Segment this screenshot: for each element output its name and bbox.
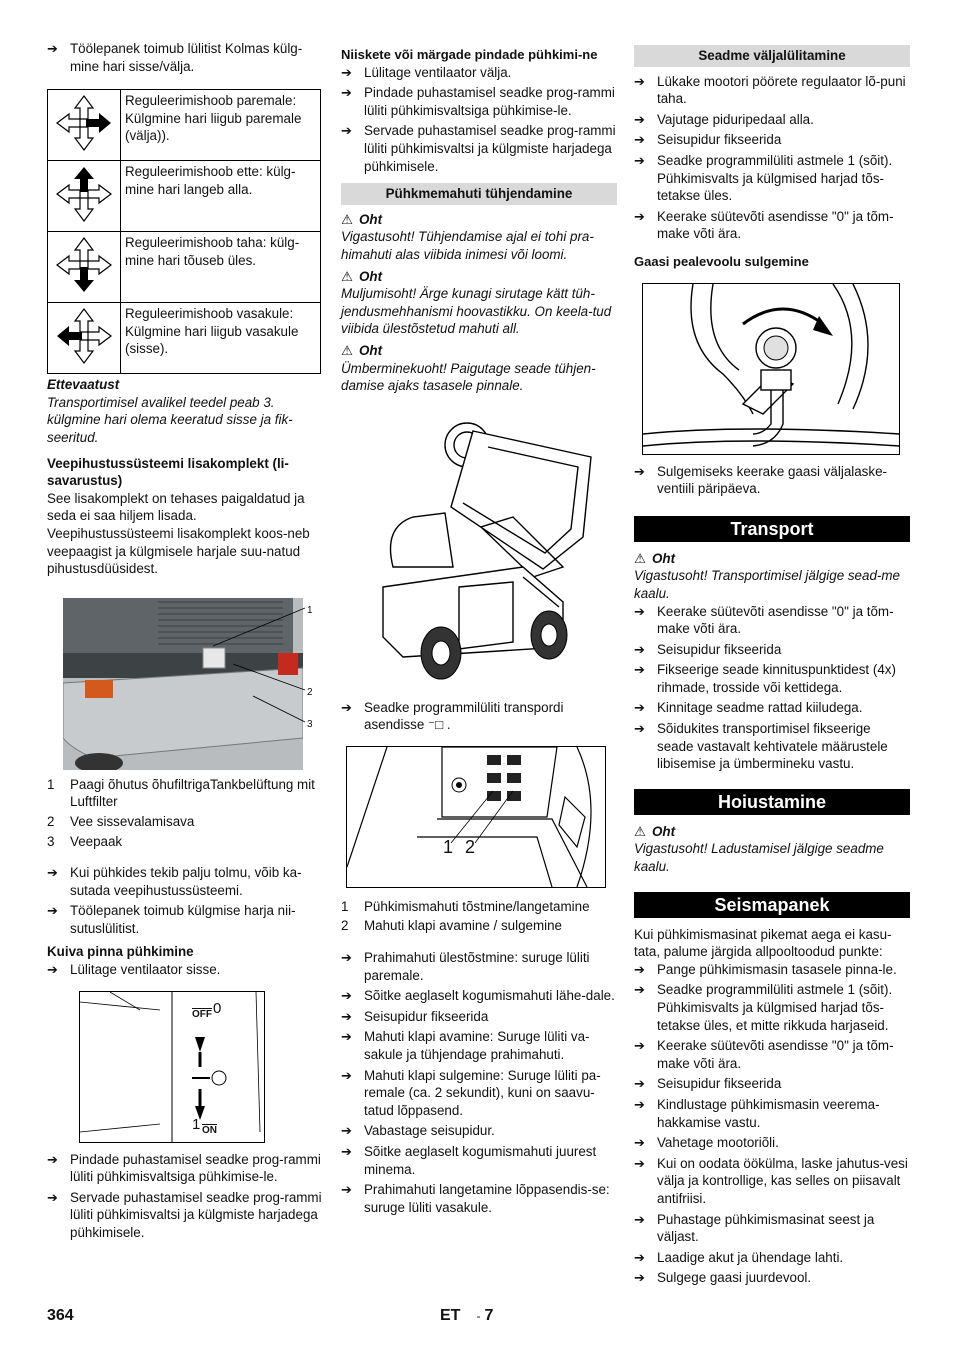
step: ➔ Vabastage seisupidur. (341, 1122, 617, 1140)
section-shutdown: Seismapanek (634, 892, 910, 918)
gas-title: Gaasi pealevoolu sulgemine (634, 253, 809, 269)
gas-valve-image (643, 284, 899, 454)
bullet: ➔ Keerake süütevõti asendisse "0" ja tõm-make võti ära. (634, 603, 910, 638)
bullet: ➔ Seisupidur fikseerida (634, 641, 910, 659)
control-panel-image (347, 747, 605, 887)
section-switch-off: Seadme väljalülitamine (634, 45, 910, 67)
legend-item: 2 Vee sissevalamisava (47, 813, 195, 829)
bullet: ➔ Keerake süütevõti asendisse "0" ja tõm-make võti ära. (634, 208, 910, 243)
warning-title: ⚠ Oht (341, 268, 383, 284)
section-transport: Transport (634, 516, 910, 542)
transport-switch-bullet: ➔ Seadke programmilüliti transpordi asendisse ⁻□ . (341, 699, 617, 734)
bullet: ➔ Lükake mootori pöörete regulaator lõ-puni taha. (634, 73, 910, 108)
bullet: ➔ Vajutage piduripedaal alla. (634, 111, 910, 129)
bullet: ➔ Keerake süütevõti asendisse "0" ja tõm-make võti ära. (634, 1037, 910, 1072)
water-kit-title: Veepihustussüsteemi lisakomplekt (li-savarustus) (47, 455, 289, 489)
warning-icon: ⚠ (634, 823, 647, 839)
shutdown-intro: Kui pühkimismasinat pikemat aega ei kasu-tata, palume järgida allpooltoodud punkte: (634, 926, 892, 960)
bullet: ➔ Laadige akut ja ühendage lahti. (634, 1249, 910, 1267)
gas-valve-figure (642, 283, 900, 455)
legend-item: 3 Veepaak (47, 833, 123, 849)
caution-text: Transportimisel avalikel teedel peab 3. külgmine hari olema keeratud sisse ja fik-seeritud. (47, 394, 293, 445)
lever-table (47, 89, 321, 374)
bullet: ➔ Seadke programmilüliti astmele 1 (sõit). Pühkimisvalts ja külgmised harjad tõs-tetakse üles, et mitte rikkuda harjaseid. (634, 981, 910, 1034)
callout-1: 1 (307, 604, 313, 616)
section-storage: Hoiustamine (634, 789, 910, 815)
callout-3: 3 (307, 718, 313, 730)
intro-bullet: ➔ Töölepanek toimub lülitist Kolmas külg-mine hari sisse/välja. (47, 40, 322, 75)
bullet: ➔ Seisupidur fikseerida (634, 1075, 910, 1093)
bullet: ➔ Vahetage mootoriõli. (634, 1134, 910, 1152)
on-label: $\overline{ON}$ (202, 1124, 217, 1136)
warning-text: Vigastusoht! Ladustamisel jälgige seadme kaalu. (634, 841, 884, 875)
warning-title: ⚠ Oht (634, 550, 676, 566)
warning-title: ⚠ Oht (341, 342, 383, 358)
step: ➔ Mahuti klapi avamine: Suruge lüliti va-sakule ja tühjendage prahimahuti. (341, 1028, 617, 1063)
panel-callout-2: 2 (465, 836, 476, 857)
step: ➔ Sõitke aeglaselt kogumismahuti juurest minema. (341, 1143, 617, 1178)
lever-row (48, 161, 321, 232)
bullet: ➔ Lülitage ventilaator sisse. (47, 961, 322, 979)
warning-icon: ⚠ (341, 211, 354, 227)
step: ➔ Prahimahuti langetamine lõppasendis-se: suruge lüliti vasakule. (341, 1181, 617, 1216)
column-right (634, 40, 910, 1290)
warning-icon: ⚠ (634, 550, 647, 566)
column-left (47, 40, 322, 1245)
warning-icon: ⚠ (341, 342, 354, 358)
off-label: $\overline{OFF}$ (192, 1008, 212, 1020)
fan-switch-figure (79, 991, 265, 1143)
arrow-up-icon (53, 163, 115, 225)
arrow-left-icon (53, 305, 115, 367)
lever-text: Reguleerimishoob taha: külg-mine hari tõuseb üles. (121, 232, 321, 303)
warning-title: ⚠ Oht (634, 823, 676, 839)
lever-text: Reguleerimishoob paremale: Külgmine hari liigub paremale (välja)). (121, 90, 321, 161)
legend-item: 1 Paagi õhutus õhufiltrigaTankbelüftung mit Luftfilter (47, 776, 315, 810)
warning-text: Vigastusoht! Tühjendamise ajal ei tohi pra-himahuti alas viibida inimesi või loomi. (341, 229, 594, 262)
bullet: ➔ Servade puhastamisel seadke prog-rammi lüliti pühkimisvaltsi ja külgmiste harjadega pühkimisele. (341, 122, 617, 175)
warning-title: ⚠ Oht (341, 211, 383, 227)
water-legend (47, 776, 322, 850)
bullet: ➔ Kui pühkides tekib palju tolmu, võib ka-sutada veepihustussüsteemi. (47, 864, 322, 899)
arrow-down-icon (53, 234, 115, 296)
transport-symbol-icon: ⁻□ (428, 717, 444, 733)
step: ➔ Sõitke aeglaselt kogumismahuti lähe-dale. (341, 987, 617, 1005)
bullet: ➔ Fikseerige seade kinnituspunktidest (4x) rihmade, trosside või kettidega. (634, 661, 910, 696)
step: ➔ Prahimahuti ülestõstmine: suruge lüliti paremale. (341, 949, 617, 984)
lever-text: Reguleerimishoob ette: külg-mine hari langeb alla. (121, 161, 321, 232)
bullet: ➔ Lülitage ventilaator välja. (341, 64, 617, 82)
callout-2: 2 (307, 686, 313, 698)
water-tank-photo (63, 598, 323, 770)
bullet: ➔ Sulgege gaasi juurdevool. (634, 1269, 910, 1287)
lever-text: Reguleerimishoob vasakule: Külgmine hari liigub vasakule (sisse). (121, 303, 321, 374)
warning-text: Vigastusoht! Transportimisel jälgige sead-me kaalu. (634, 568, 900, 601)
fan-switch-image (80, 992, 264, 1142)
step: ➔ Seisupidur fikseerida (341, 1008, 617, 1026)
bullet: ➔ Kinnitage seadme rattad kiiludega. (634, 699, 910, 717)
bullet: ➔ Pindade puhastamisel seadke prog-rammi lüliti pühkimisvaltsiga pühkimise-le. (47, 1151, 322, 1186)
caution-title: Ettevaatust (47, 377, 120, 393)
hopper-tipping-drawing (363, 417, 603, 685)
bullet: ➔ Puhastage pühkimismasinat seest ja väljast. (634, 1211, 910, 1246)
bullet: ➔ Töölepanek toimub külgmise harja nii-sutuslülitist. (47, 902, 322, 937)
lever-row (48, 90, 321, 161)
footer-lang: ET - 7 (440, 1307, 494, 1324)
bullet: ➔ Servade puhastamisel seadke prog-rammi lüliti pühkimisvaltsi ja külgmiste harjadega pühkimisele. (47, 1189, 322, 1242)
gas-bullet: ➔ Sulgemiseks keerake gaasi väljalaske-ventiili päripäeva. (634, 463, 910, 498)
bullet: ➔ Kui on oodata öökülma, laske jahutus-vesi välja ja kontrollige, kas selles on piisavalt antifriisi. (634, 1155, 910, 1208)
bullet: ➔ Seadke programmilüliti astmele 1 (sõit). Pühkimisvalts ja külgmised harjad tõs-tetakse üles. (634, 152, 910, 205)
zero-label: 0 (213, 999, 222, 1017)
legend-item: 2 Mahuti klapi avamine / sulgemine (341, 918, 562, 934)
warning-icon: ⚠ (341, 268, 354, 284)
warning-text: Ümberminekuoht! Paigutage seade tühjen-damise ajaks tasasele pinnale. (341, 360, 596, 394)
lever-row (48, 303, 321, 374)
callout-lines (213, 606, 308, 726)
legend-item: 1 Pühkimismahuti tõstmine/langetamine (341, 898, 590, 914)
water-kit-text: See lisakomplekt on tehases paigaldatud ja seda ei saa hiljem lisada. Veepihustussüsteemi lisakomplekt koos-neb veepaagist ja külgmisele harjale suu-natud pihustusdüüsidest. (47, 490, 310, 577)
bullet: ➔ Sõidukites transportimisel fikseerige seade vastavalt kehtivatele määrustele libisemise ja ümbermineku vastu. (634, 720, 910, 773)
page-number: 364 (47, 1307, 74, 1324)
control-panel-figure (346, 746, 606, 888)
wet-title: Niiskete või märgade pindade pühkimi-ne (341, 47, 598, 62)
lever-row (48, 232, 321, 303)
step: ➔ Mahuti klapi sulgemine: Suruge lüliti pa-remale (ca. 2 sekundit), kuni on saavu-tatud lõppasend. (341, 1067, 617, 1120)
arrow-right-icon (53, 92, 115, 154)
one-label: 1 (192, 1115, 201, 1133)
column-middle (341, 40, 617, 1219)
panel-callout-1: 1 (443, 836, 454, 857)
bullet: ➔ Pindade puhastamisel seadke prog-rammi lüliti pühkimisvaltsiga pühkimise-le. (341, 84, 617, 119)
section-empty-hopper: Pühkmemahuti tühjendamine (341, 183, 617, 205)
bullet: ➔ Pange pühkimismasin tasasele pinna-le. (634, 961, 910, 979)
warning-text: Muljumisoht! Ärge kunagi sirutage kätt tüh-jendusmehhanismi hoovastikku. On keela-tud viibida ülestõstetud mahuti all. (341, 286, 612, 337)
sweeper-image (363, 417, 603, 685)
dry-title: Kuiva pinna pühkimine (47, 944, 194, 960)
bullet: ➔ Seisupidur fikseerida (634, 131, 910, 149)
bullet: ➔ Kindlustage pühkimismasin veerema-hakkamise vastu. (634, 1096, 910, 1131)
